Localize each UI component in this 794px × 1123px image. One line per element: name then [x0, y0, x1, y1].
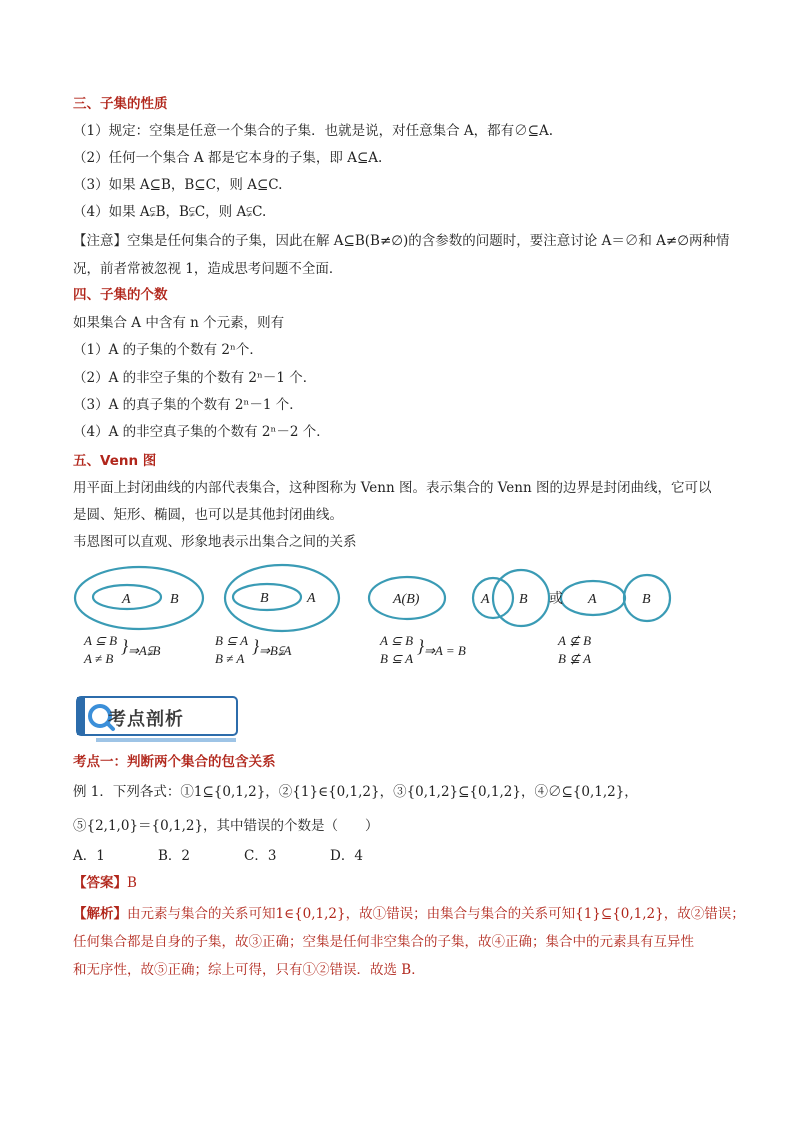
sec5-para-3: 韦恩图可以直观、形象地表示出集合之间的关系: [73, 534, 357, 550]
section-4-title: 四、子集的个数: [73, 287, 168, 303]
venn2-label-inner: B: [260, 591, 269, 606]
explanation-2: 任何集合都是自身的子集，故③正确；空集是任何非空集合的子集，故④正确；集合中的元素具有互异性: [73, 934, 694, 950]
venn4-label-a: A: [481, 592, 490, 607]
venn1-label-outer: B: [170, 592, 179, 607]
banner-title: 考点剖析: [108, 709, 184, 730]
option-a: A．1: [73, 848, 105, 864]
option-b: B．2: [158, 848, 191, 864]
venn4-or: 或: [549, 591, 563, 607]
venn2-label-outer: A: [307, 591, 316, 606]
option-d: D．4: [330, 848, 363, 864]
cond3: A ⊆ B B ⊆ A: [380, 633, 414, 666]
sec3-line-1: （1）规定：空集是任意一个集合的子集．也就是说，对任意集合 A，都有∅⊆A.: [73, 123, 553, 139]
sec4-intro: 如果集合 A 中含有 n 个元素，则有: [73, 315, 285, 331]
answer: 【答案】B: [73, 875, 137, 891]
sec5-para-2: 是圆、矩形、椭圆，也可以是其他封闭曲线。: [73, 507, 343, 523]
sec3-line-3: （3）如果 A⊆B，B⊆C，则 A⊆C.: [73, 177, 283, 193]
cond2: B ⊆ A B ≠ A: [215, 633, 249, 666]
sec4-line-4: （4）A 的非空真子集的个数有 2ⁿ－2 个．: [73, 424, 330, 440]
explanation-3: 和无序性，故⑤正确；综上可得，只有①②错误．故选 B．: [73, 962, 425, 978]
venn3-label: A(B): [393, 592, 420, 607]
cond2-result: ⇒B⫋A: [259, 643, 292, 658]
sec3-line-2: （2）任何一个集合 A 都是它本身的子集，即 A⊆A.: [73, 150, 383, 166]
sec4-line-1: （1）A 的子集的个数有 2ⁿ个．: [73, 342, 263, 358]
venn-diagrams: [0, 560, 794, 640]
kp1-title: 考点一：判断两个集合的包含关系: [73, 754, 276, 770]
venn5-label-b: B: [642, 592, 651, 607]
sec4-line-3: （3）A 的真子集的个数有 2ⁿ－1 个．: [73, 397, 303, 413]
sec3-line-4: （4）如果 A⫋B，B⫋C，则 A⫋C.: [73, 204, 267, 220]
venn5-label-a: A: [588, 592, 597, 607]
section-5-title: 五、Venn 图: [73, 453, 157, 469]
option-c: C．3: [244, 848, 277, 864]
kp1-question-2: ⑤{2,1,0}＝{0,1,2}，其中错误的个数是（ ）: [73, 818, 379, 834]
sec3-note-1: 【注意】空集是任何集合的子集，因此在解 A⊆B(B≠∅)的含参数的问题时，要注意讨论 A＝∅和 A≠∅两种情: [73, 233, 730, 249]
venn4-label-b: B: [519, 592, 528, 607]
venn1-label-inner: A: [122, 592, 131, 607]
sec3-note-2: 况，前者常被忽视 1，造成思考问题不全面．: [73, 261, 343, 277]
explanation-1: 【解析】由元素与集合的关系可知1∈{0,1,2}，故①错误；由集合与集合的关系可知{1}⊆{0,1,2}，故②错误；: [73, 906, 745, 922]
section-3-title: 三、子集的性质: [73, 96, 168, 112]
cond1-result: ⇒A⫋B: [128, 643, 161, 658]
cond3-result: ⇒A = B: [424, 643, 466, 658]
cond4: A ⊈ B B ⊈ A: [558, 633, 592, 666]
kp1-question-1: 例 1．下列各式：①1⊆{0,1,2}，②{1}∈{0,1,2}，③{0,1,2}⊆{0,1,2}，④∅⊆{0,1,2}，: [73, 784, 638, 800]
sec4-line-2: （2）A 的非空子集的个数有 2ⁿ－1 个．: [73, 370, 317, 386]
venn2-outer: [225, 565, 339, 631]
sec5-para-1: 用平面上封闭曲线的内部代表集合，这种图称为 Venn 图。表示集合的 Venn 图的边界是封闭曲线，它可以: [73, 480, 712, 496]
cond1: A ⊆ B A ≠ B: [84, 633, 118, 666]
